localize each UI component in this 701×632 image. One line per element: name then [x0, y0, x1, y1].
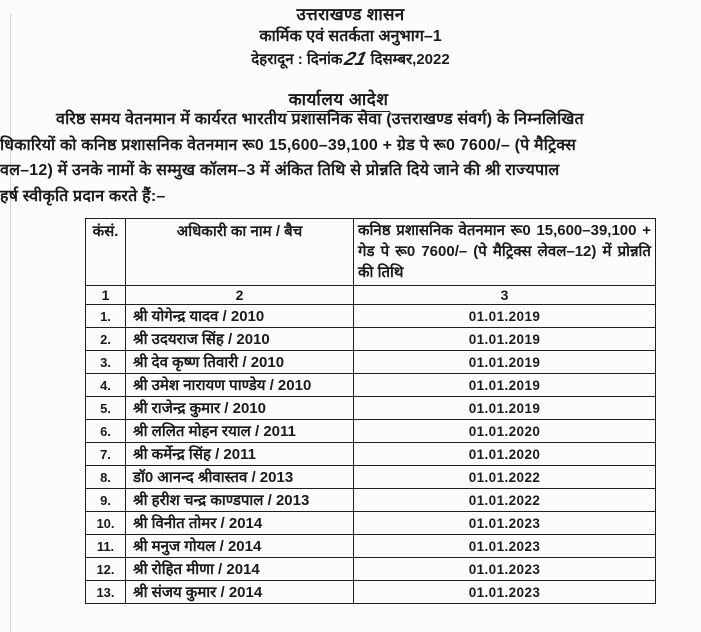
- column-header-date: कनिष्ठ प्रशासनिक वेतनमान रू0 15,600–39,100 + गेड पे रू0 7600/– (पे मैट्रिक्स लेवल–12) में प्रोन्नति की तिथि: [354, 219, 656, 286]
- serial-cell: 9.: [86, 489, 126, 512]
- department-line: कार्मिक एवं सतर्कता अनुभाग–1: [259, 28, 442, 45]
- officer-name-cell: श्री कर्मेन्द्र सिंह / 2011: [126, 443, 354, 466]
- serial-cell: 12.: [86, 558, 126, 581]
- officer-name-cell: श्री हरीश चन्द्र काण्डपाल / 2013: [126, 489, 354, 512]
- document-header: [0, 4, 701, 112]
- order-title: कार्यालय आदेश: [287, 87, 391, 112]
- column-number-1: 1: [86, 286, 126, 305]
- paragraph-line-4: हर्ष स्वीकृति प्रदान करते हैं:–: [0, 187, 166, 205]
- serial-cell: 13.: [86, 581, 126, 604]
- table-row: [86, 374, 656, 397]
- government-title: उत्तराखण्ड शासन: [296, 5, 405, 24]
- table-row: [86, 535, 656, 558]
- officer-name-cell: श्री उमेश नारायण पाण्डेय / 2010: [126, 374, 354, 397]
- officer-name-cell: श्री संजय कुमार / 2014: [126, 581, 354, 604]
- officer-name-cell: डॉ0 आनन्द श्रीवास्तव / 2013: [126, 466, 354, 489]
- promotion-date-cell: 01.01.2019: [354, 328, 656, 351]
- table-row: [86, 558, 656, 581]
- handwritten-date-day: 21: [342, 49, 369, 70]
- promotion-date-cell: 01.01.2023: [354, 535, 656, 558]
- table-row: [86, 420, 656, 443]
- officer-name-cell: श्री उदयराज सिंह / 2010: [126, 328, 354, 351]
- paragraph-line-1: वरिष्ठ समय वेतनमान में कार्यरत भारतीय प्रशासनिक सेवा (उत्तराखण्ड संवर्ग) के निम्नलिखित: [56, 111, 584, 128]
- officer-name-cell: श्री राजेन्द्र कुमार / 2010: [126, 397, 354, 420]
- promotion-date-cell: 01.01.2020: [354, 420, 656, 443]
- column-number-2: 2: [126, 286, 354, 305]
- body-paragraph: [0, 107, 701, 209]
- date-prefix: देहरादून : दिनांक: [251, 51, 343, 68]
- column-number-row: [86, 286, 656, 305]
- promotion-date-cell: 01.01.2023: [354, 512, 656, 535]
- table-row: [86, 328, 656, 351]
- promotion-date-cell: 01.01.2022: [354, 489, 656, 512]
- table-row: [86, 466, 656, 489]
- promotion-date-cell: 01.01.2023: [354, 581, 656, 604]
- officer-name-cell: श्री रोहित मीणा / 2014: [126, 558, 354, 581]
- serial-cell: 3.: [86, 351, 126, 374]
- serial-cell: 5.: [86, 397, 126, 420]
- serial-cell: 10.: [86, 512, 126, 535]
- serial-cell: 11.: [86, 535, 126, 558]
- promotion-date-cell: 01.01.2020: [354, 443, 656, 466]
- table-row: [86, 397, 656, 420]
- officer-name-cell: श्री विनीत तोमर / 2014: [126, 512, 354, 535]
- table-row: [86, 581, 656, 604]
- table-row: [86, 489, 656, 512]
- promotion-date-cell: 01.01.2019: [354, 374, 656, 397]
- paragraph-line-2: धिकारियों को कनिष्ठ प्रशासनिक वेतनमान रू0 15,600–39,100 + ग्रेड पे रू0 7600/– (पे मैट्रिक्स: [0, 136, 577, 154]
- promotion-date-cell: 01.01.2019: [354, 397, 656, 420]
- column-number-3: 3: [354, 286, 656, 305]
- date-suffix: दिसम्बर,2022: [370, 51, 450, 68]
- serial-cell: 8.: [86, 466, 126, 489]
- officer-name-cell: श्री देव कृष्ण तिवारी / 2010: [126, 351, 354, 374]
- promotion-table: [85, 218, 656, 604]
- date-line: [0, 48, 701, 70]
- promotion-date-cell: 01.01.2019: [354, 351, 656, 374]
- promotion-date-cell: 01.01.2023: [354, 558, 656, 581]
- officer-name-cell: श्री ललित मोहन रयाल / 2011: [126, 420, 354, 443]
- column-header-serial: कंसं.: [86, 219, 126, 286]
- serial-cell: 2.: [86, 328, 126, 351]
- officer-name-cell: श्री योगेन्द्र यादव / 2010: [126, 305, 354, 328]
- serial-cell: 1.: [86, 305, 126, 328]
- column-header-name: अधिकारी का नाम / बैच: [126, 219, 354, 286]
- officer-name-cell: श्री मनुज गोयल / 2014: [126, 535, 354, 558]
- table-header-row: [86, 219, 656, 286]
- serial-cell: 4.: [86, 374, 126, 397]
- paragraph-line-3: वल–12) में उनके नामों के सम्मुख कॉलम–3 में अंकित तिथि से प्रोन्नति दिये जाने की श्री राज्यपाल: [0, 162, 560, 179]
- table-row: [86, 305, 656, 328]
- table-row: [86, 443, 656, 466]
- promotion-date-cell: 01.01.2022: [354, 466, 656, 489]
- serial-cell: 7.: [86, 443, 126, 466]
- table-row: [86, 512, 656, 535]
- promotion-date-cell: 01.01.2019: [354, 305, 656, 328]
- serial-cell: 6.: [86, 420, 126, 443]
- table-row: [86, 351, 656, 374]
